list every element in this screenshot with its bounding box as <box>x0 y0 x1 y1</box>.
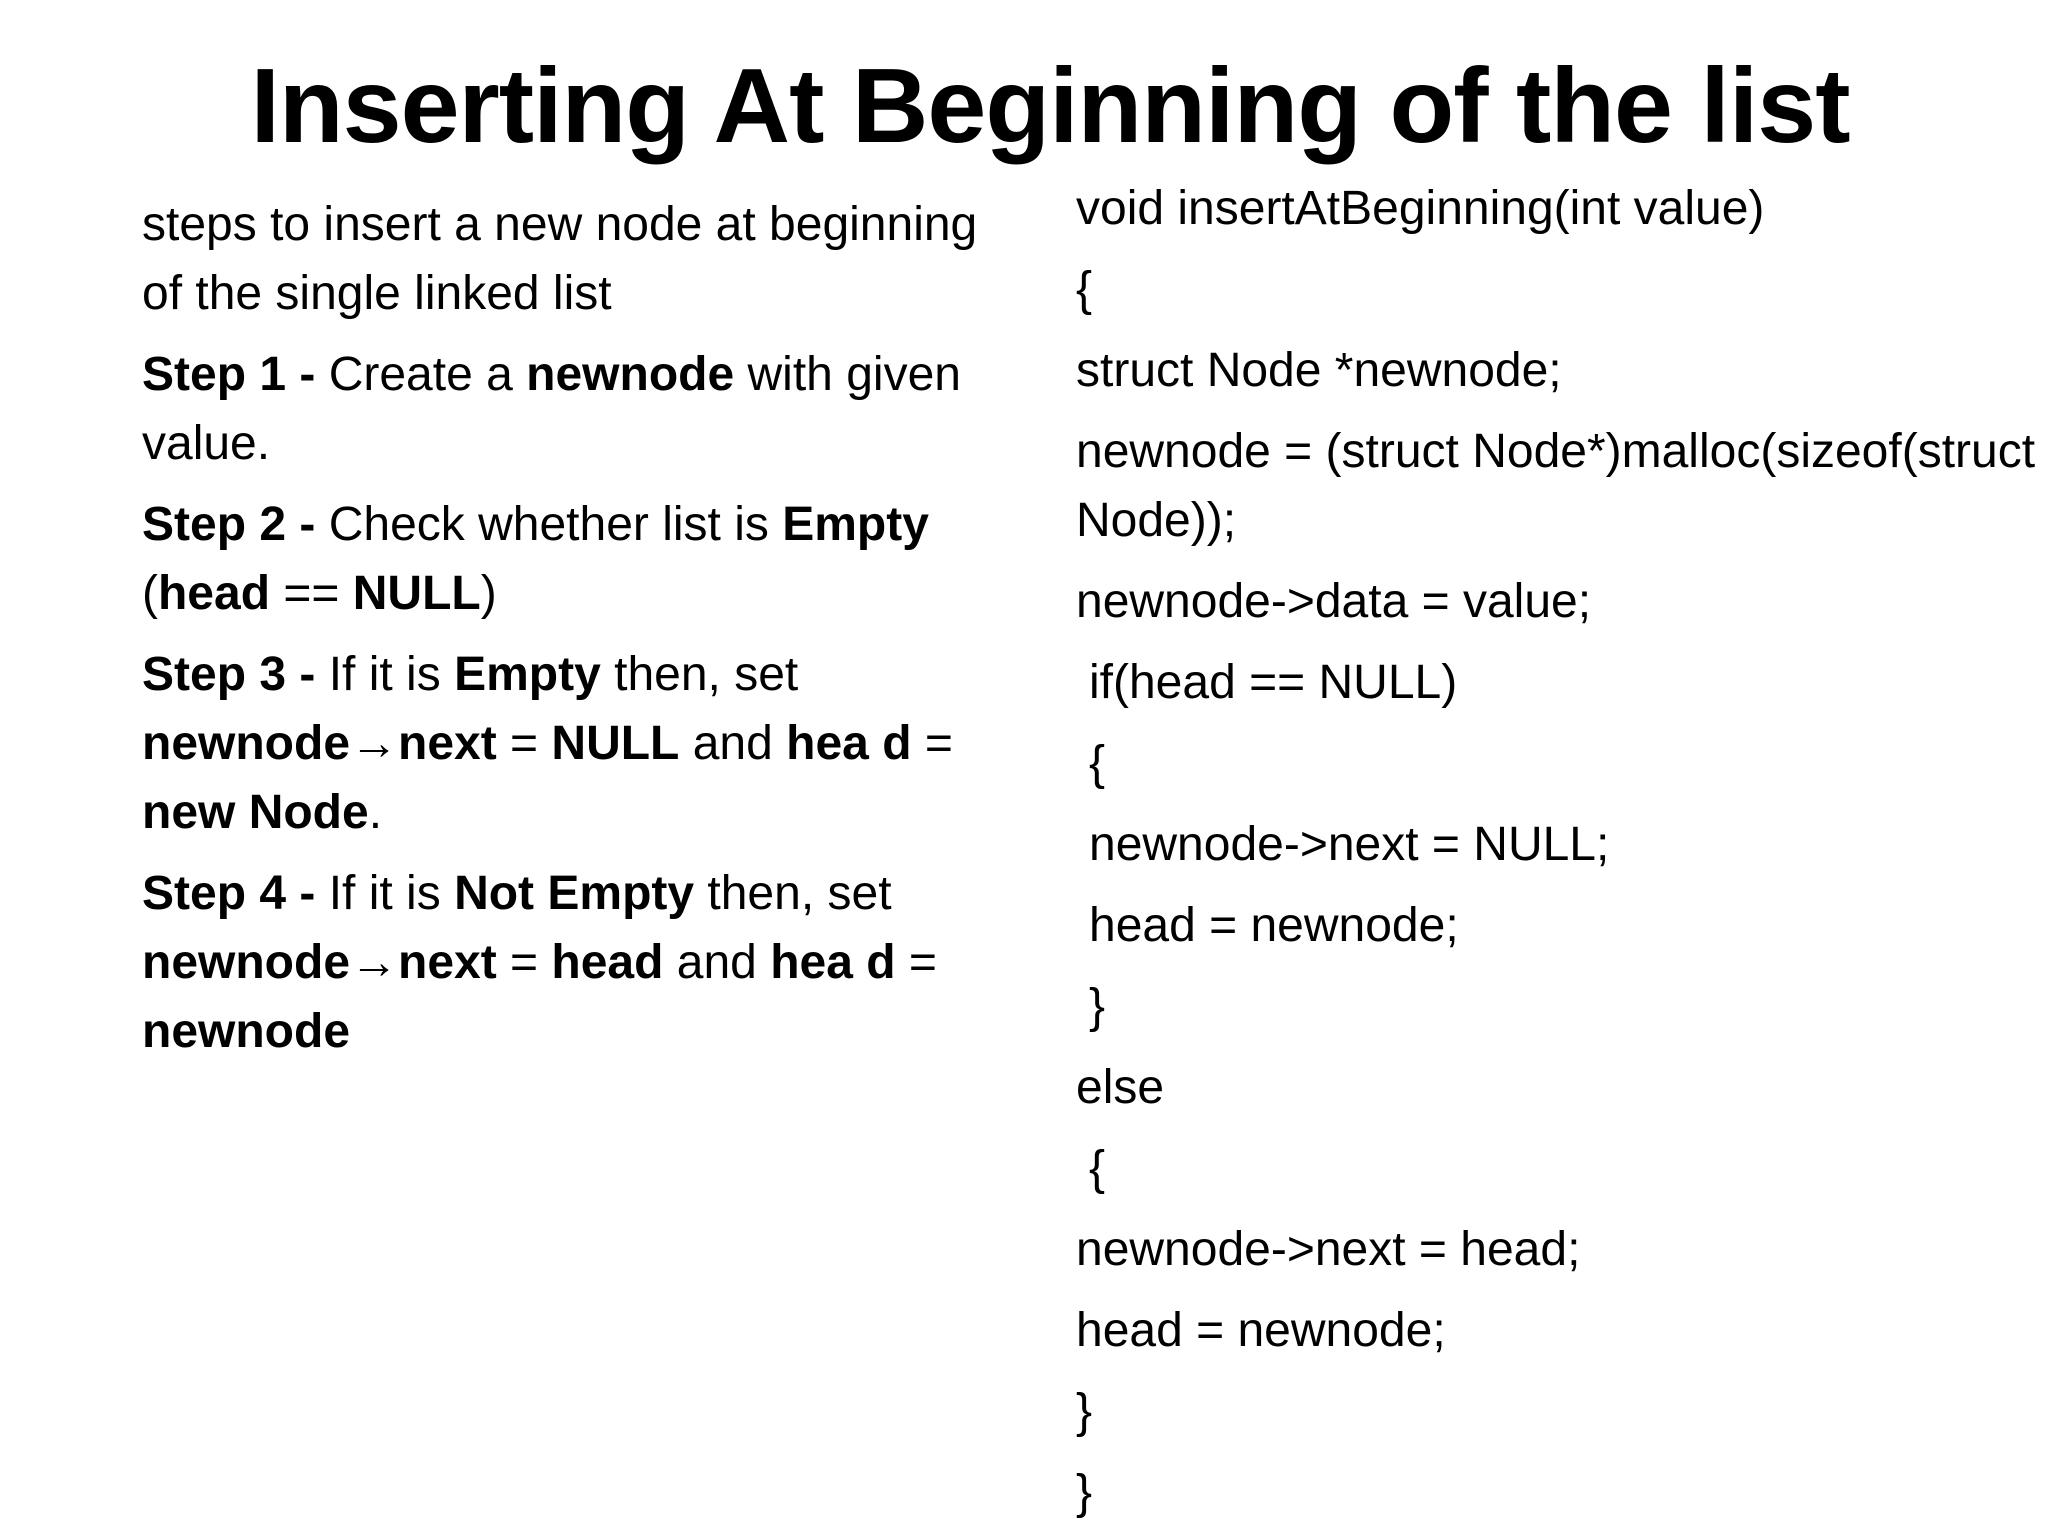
code-line: head = newnode; <box>1089 899 1459 952</box>
code-line: newnode = (struct Node*)malloc(sizeof(struct Node)); <box>1076 425 2048 547</box>
code-line: { <box>1076 263 1093 316</box>
code-line: if(head == NULL) <box>1089 656 1458 709</box>
step-4-text: If it is <box>315 867 455 920</box>
step-3-bold: NULL <box>551 717 680 770</box>
step-2-text: ( <box>142 567 158 620</box>
step-3 <box>142 640 1002 847</box>
code-line: void insertAtBeginning(int value) <box>1076 182 1765 235</box>
code-line: newnode->next = NULL; <box>1089 818 1610 871</box>
step-3-bold: new Node <box>142 786 369 839</box>
step-2-text: == <box>270 567 353 620</box>
code-line: newnode->next = head; <box>1076 1223 1581 1276</box>
slide-title: Inserting At Beginning of the list <box>250 47 1850 165</box>
code-line: } <box>1076 1385 1093 1438</box>
step-3-bold: Empty <box>454 648 601 701</box>
code-line: { <box>1089 737 1106 790</box>
step-3-bold: hea d <box>786 717 912 770</box>
step-2-bold: Empty <box>782 498 929 551</box>
step-4 <box>142 859 1002 1066</box>
step-4-bold: Not Empty <box>454 867 695 920</box>
step-4-bold: head <box>551 936 664 989</box>
step-4-text: = <box>496 936 552 989</box>
step-4-text: and <box>663 936 771 989</box>
code-line: } <box>1076 1466 1093 1519</box>
step-2-label: Step 2 - <box>142 498 316 551</box>
steps-intro: steps to insert a new node at beginning of the single linked list <box>142 198 978 320</box>
step-3-label: Step 3 - <box>142 648 316 701</box>
step-3-text: then, set <box>600 648 799 701</box>
step-2 <box>142 490 1002 628</box>
code-line: } <box>1089 980 1106 1033</box>
code-line: else <box>1076 1061 1165 1114</box>
code-line: struct Node *newnode; <box>1076 344 1562 397</box>
step-3-text: = <box>911 717 953 770</box>
step-1-text: Create a <box>315 348 527 401</box>
steps-column <box>142 190 1002 1078</box>
step-1-bold: newnode <box>526 348 735 401</box>
step-3-bold: newnode→next <box>142 717 497 770</box>
step-1-label: Step 1 - <box>142 348 316 401</box>
step-2-bold: head <box>157 567 271 620</box>
step-4-bold: hea d <box>770 936 896 989</box>
step-2-text: ) <box>480 567 497 620</box>
step-3-text: If it is <box>315 648 455 701</box>
code-line: newnode->data = value; <box>1076 575 1592 628</box>
step-2-bold: NULL <box>352 567 481 620</box>
step-4-text: then, set <box>694 867 892 920</box>
step-3-text: and <box>679 717 787 770</box>
step-1 <box>142 340 1002 478</box>
step-4-text: = <box>895 936 937 989</box>
step-4-label: Step 4 - <box>142 867 316 920</box>
step-2-text: Check whether list is <box>315 498 783 551</box>
code-column <box>1076 174 2048 1539</box>
step-3-text: = <box>496 717 552 770</box>
code-line: { <box>1089 1142 1106 1195</box>
step-3-text: . <box>368 786 383 839</box>
step-4-bold: newnode→next <box>142 936 497 989</box>
step-1-text: with given value. <box>142 348 961 470</box>
step-4-bold: newnode <box>142 1005 351 1058</box>
code-line: head = newnode; <box>1076 1304 1446 1357</box>
